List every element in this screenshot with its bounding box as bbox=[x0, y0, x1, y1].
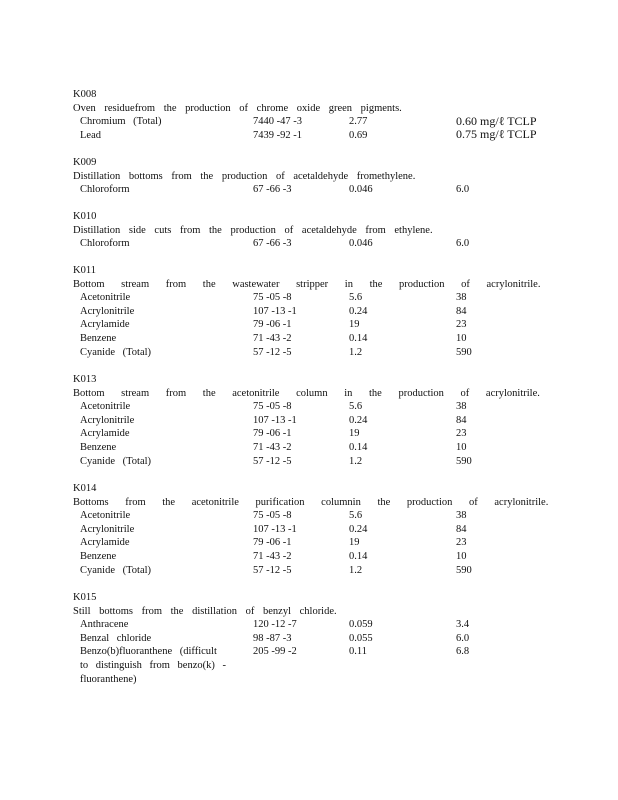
waste-description: Distillation bottoms from the production of acetaldehyde fromethylene. bbox=[73, 170, 416, 182]
cas-number: 79 -06 -1 bbox=[253, 428, 292, 440]
constituent-row bbox=[73, 400, 593, 414]
treatment-standard: 6.0 bbox=[456, 632, 470, 644]
concentration: 0.69 bbox=[349, 129, 368, 141]
waste-code: K015 bbox=[73, 592, 97, 603]
treatment-standard: 590 bbox=[456, 455, 472, 467]
concentration: 19 bbox=[349, 428, 360, 440]
constituent-name-continuation bbox=[73, 673, 593, 687]
cas-number: 7440 -47 -3 bbox=[253, 116, 302, 128]
constituent-row bbox=[73, 455, 593, 469]
treatment-standard: 3.4 bbox=[456, 619, 470, 631]
constituent-row bbox=[73, 632, 593, 646]
constituent-row bbox=[73, 332, 593, 346]
waste-code: K008 bbox=[73, 89, 97, 100]
constituent-name: Acrylamide bbox=[80, 428, 130, 440]
concentration: 5.6 bbox=[349, 292, 363, 304]
concentration: 2.77 bbox=[349, 116, 368, 128]
constituent-row bbox=[73, 318, 593, 332]
concentration: 1.2 bbox=[349, 455, 363, 467]
treatment-standard: 6.8 bbox=[456, 646, 470, 658]
treatment-standard: 0.60 mg/ℓ TCLP bbox=[456, 113, 537, 128]
cas-number: 120 -12 -7 bbox=[253, 619, 297, 631]
concentration: 0.046 bbox=[349, 184, 373, 196]
constituent-row bbox=[73, 441, 593, 455]
cas-number: 75 -05 -8 bbox=[253, 292, 292, 304]
waste-section-k013 bbox=[73, 373, 593, 468]
cas-number: 71 -43 -2 bbox=[253, 550, 292, 562]
constituent-row bbox=[73, 564, 593, 578]
waste-code: K009 bbox=[73, 157, 97, 168]
continuation-text: to distinguish from benzo(k) - bbox=[80, 659, 226, 671]
cas-number: 107 -13 -1 bbox=[253, 414, 297, 426]
constituent-name: Benzene bbox=[80, 550, 117, 562]
constituent-name: Benzal chloride bbox=[80, 632, 152, 644]
constituent-name: Chloroform bbox=[80, 238, 130, 250]
constituent-name: Benzo(b)fluoranthene (difficult bbox=[80, 646, 217, 658]
waste-description: Still bottoms from the distillation of benzyl chloride. bbox=[73, 605, 337, 617]
treatment-standard: 38 bbox=[456, 292, 467, 304]
cas-number: 71 -43 -2 bbox=[253, 332, 292, 344]
treatment-standard: 84 bbox=[456, 414, 467, 426]
constituent-name: Chloroform bbox=[80, 184, 130, 196]
concentration: 0.14 bbox=[349, 441, 368, 453]
cas-number: 205 -99 -2 bbox=[253, 646, 297, 658]
concentration: 0.24 bbox=[349, 523, 368, 535]
concentration: 0.11 bbox=[349, 646, 367, 658]
constituent-row bbox=[73, 509, 593, 523]
treatment-standard: 6.0 bbox=[456, 238, 470, 250]
cas-number: 107 -13 -1 bbox=[253, 523, 297, 535]
constituent-name: Acrylonitrile bbox=[80, 305, 135, 317]
constituent-name: Acrylonitrile bbox=[80, 523, 135, 535]
concentration: 19 bbox=[349, 319, 360, 331]
cas-number: 79 -06 -1 bbox=[253, 319, 292, 331]
cas-number: 75 -05 -8 bbox=[253, 510, 292, 522]
constituent-name: Acetonitrile bbox=[80, 510, 131, 522]
treatment-standard: 23 bbox=[456, 537, 467, 549]
treatment-standard: 6.0 bbox=[456, 184, 470, 196]
constituent-name: Benzene bbox=[80, 441, 117, 453]
constituent-row bbox=[73, 523, 593, 537]
constituent-row bbox=[73, 618, 593, 632]
waste-code: K013 bbox=[73, 374, 97, 385]
concentration: 0.059 bbox=[349, 619, 373, 631]
concentration: 0.14 bbox=[349, 550, 368, 562]
constituent-row bbox=[73, 550, 593, 564]
waste-section-k009 bbox=[73, 156, 593, 197]
waste-description: Distillation side cuts from the production of acetaldehyde from ethylene. bbox=[73, 224, 433, 236]
constituent-row bbox=[73, 427, 593, 441]
waste-section-k014 bbox=[73, 482, 593, 577]
cas-number: 57 -12 -5 bbox=[253, 346, 292, 358]
constituent-row bbox=[73, 237, 593, 251]
constituent-row bbox=[73, 536, 593, 550]
treatment-standard: 38 bbox=[456, 401, 467, 413]
cas-number: 57 -12 -5 bbox=[253, 455, 292, 467]
treatment-standard: 10 bbox=[456, 550, 467, 562]
treatment-standard: 0.75 mg/ℓ TCLP bbox=[456, 127, 537, 142]
waste-code: K011 bbox=[73, 265, 96, 276]
constituent-name: Benzene bbox=[80, 332, 117, 344]
cas-number: 67 -66 -3 bbox=[253, 184, 292, 196]
constituent-row bbox=[73, 183, 593, 197]
constituent-row bbox=[73, 414, 593, 428]
treatment-standard: 10 bbox=[456, 332, 467, 344]
constituent-name: Anthracene bbox=[80, 619, 129, 631]
treatment-standard: 23 bbox=[456, 428, 467, 440]
waste-description: Oven residuefrom the production of chrome oxide green pigments. bbox=[73, 102, 402, 114]
treatment-standard: 23 bbox=[456, 319, 467, 331]
constituent-name: Lead bbox=[80, 129, 101, 141]
cas-number: 57 -12 -5 bbox=[253, 564, 292, 576]
concentration: 0.046 bbox=[349, 238, 373, 250]
treatment-standard: 590 bbox=[456, 346, 472, 358]
constituent-name: Cyanide (Total) bbox=[80, 455, 152, 467]
cas-number: 67 -66 -3 bbox=[253, 238, 292, 250]
waste-description: Bottom stream from the acetonitrile column in the production of acrylonitrile. bbox=[73, 387, 540, 399]
treatment-standard: 590 bbox=[456, 564, 472, 576]
treatment-standard: 38 bbox=[456, 510, 467, 522]
cas-number: 107 -13 -1 bbox=[253, 305, 297, 317]
constituent-row bbox=[73, 129, 593, 143]
treatment-standard: 84 bbox=[456, 523, 467, 535]
waste-section-k008 bbox=[73, 88, 593, 142]
constituent-name: Acetonitrile bbox=[80, 292, 131, 304]
constituent-name: Acrylonitrile bbox=[80, 414, 135, 426]
waste-description: Bottom stream from the wastewater stripper in the production of acrylonitrile. bbox=[73, 278, 541, 290]
cas-number: 71 -43 -2 bbox=[253, 441, 292, 453]
concentration: 0.055 bbox=[349, 632, 373, 644]
concentration: 0.24 bbox=[349, 414, 368, 426]
treatment-standard: 10 bbox=[456, 441, 467, 453]
waste-section-k011 bbox=[73, 264, 593, 359]
treatment-standard: 84 bbox=[456, 305, 467, 317]
waste-code: K014 bbox=[73, 483, 97, 494]
waste-code: K010 bbox=[73, 211, 97, 222]
cas-number: 7439 -92 -1 bbox=[253, 129, 302, 141]
concentration: 0.14 bbox=[349, 332, 368, 344]
constituent-row bbox=[73, 645, 593, 659]
constituent-row bbox=[73, 346, 593, 360]
cas-number: 98 -87 -3 bbox=[253, 632, 292, 644]
continuation-text: fluoranthene) bbox=[80, 673, 137, 685]
concentration: 19 bbox=[349, 537, 360, 549]
constituent-name: Acetonitrile bbox=[80, 401, 131, 413]
constituent-name: Acrylamide bbox=[80, 319, 130, 331]
constituent-name: Acrylamide bbox=[80, 537, 130, 549]
cas-number: 75 -05 -8 bbox=[253, 401, 292, 413]
constituent-name-continuation bbox=[73, 659, 593, 673]
waste-section-k010 bbox=[73, 210, 593, 251]
waste-description: Bottoms from the acetonitrile purification columnin the production of acrylonitrile. bbox=[73, 496, 549, 508]
concentration: 0.24 bbox=[349, 305, 368, 317]
concentration: 1.2 bbox=[349, 346, 363, 358]
constituent-row bbox=[73, 291, 593, 305]
concentration: 5.6 bbox=[349, 401, 363, 413]
constituent-row bbox=[73, 305, 593, 319]
constituent-name: Cyanide (Total) bbox=[80, 346, 152, 358]
cas-number: 79 -06 -1 bbox=[253, 537, 292, 549]
concentration: 5.6 bbox=[349, 510, 363, 522]
constituent-name: Cyanide (Total) bbox=[80, 564, 152, 576]
waste-section-k015 bbox=[73, 591, 593, 686]
concentration: 1.2 bbox=[349, 564, 363, 576]
constituent-name: Chromium (Total) bbox=[80, 116, 162, 128]
